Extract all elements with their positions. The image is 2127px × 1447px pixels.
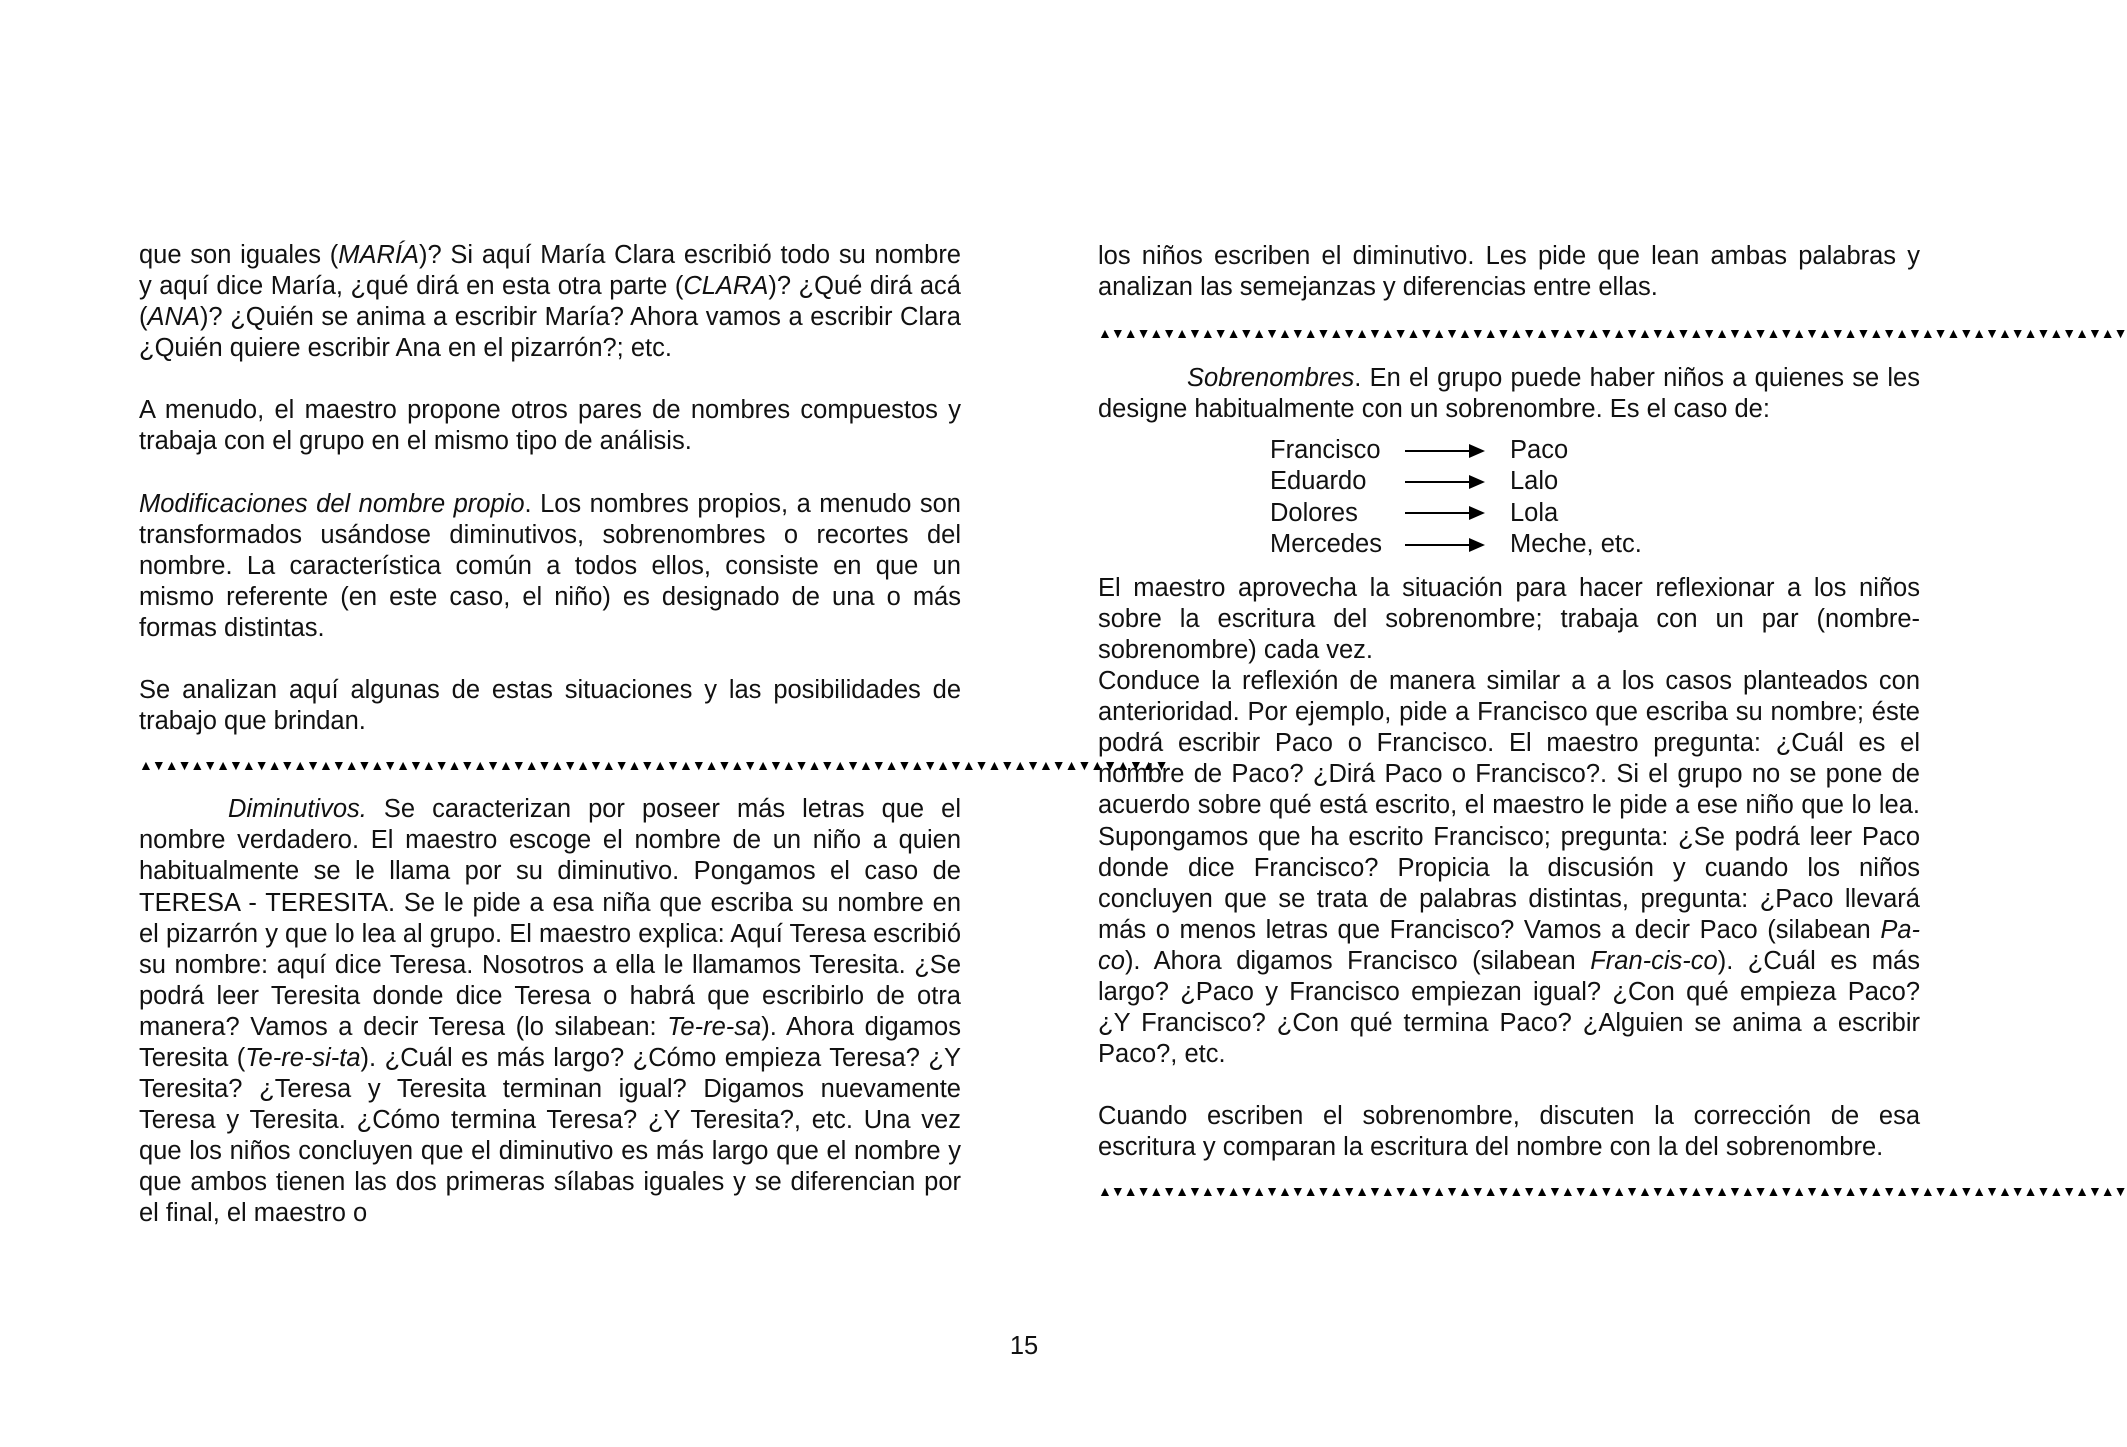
paragraph-diminutivos: Diminutivos. Se caracterizan por poseer más letras que el nombre verdadero. El maestro escoge el nombre de un niño a quien habitualmente se le llama por su diminutivo. Pongamos el caso de TERESA - TERESITA. Se le pide a esa niña que escriba su nombre en el pizarrón y que lo lea al grupo. El maestro explica: Aquí Teresa escribió su nombre: aquí dice Teresa. Nosotros a ella le llamamos Teresita. ¿Se podrá leer Teresita donde dice Teresa o habrá que escribirlo de otra manera? Vamos a decir Teresa (lo silabean: Te-re-sa). Ahora digamos Teresita (Te-re-si-ta). ¿Cuál es más largo? ¿Cómo empieza Teresa? ¿Y Teresita? ¿Teresa y Teresita terminan igual? Digamos nuevamente Teresa y Teresita. ¿Cómo termina Teresa? ¿Y Teresita?, etc. Una vez que los niños concluyen que el diminutivo es más largo que el nombre y que ambos tienen las dos primeras sílabas iguales y se diferencian por el final, el maestro o — [139, 795, 961, 1228]
nickname-row — [1270, 498, 1920, 529]
nickname-label: Meche, etc. — [1510, 529, 1642, 558]
paragraph: que son iguales (MARÍA)? Si aquí María Clara escribió todo su nombre y aquí dice María, ¿qué dirá en esta otra parte (CLARA)? ¿Qué dirá acá (ANA)? ¿Quién se anima a escribir María? Ahora vamos a escribir Clara ¿Quién quiere escribir Ana en el pizarrón?; etc. — [139, 241, 961, 363]
name-label: Eduardo — [1270, 467, 1367, 496]
nickname-label: Paco — [1510, 436, 1569, 465]
right-arrow-icon — [1405, 505, 1485, 521]
right-arrow-icon — [1405, 474, 1485, 490]
right-arrow-icon — [1405, 536, 1485, 552]
name-label: Mercedes — [1270, 529, 1382, 558]
paragraph: El maestro aprovecha la situación para hacer reflexionar a los niños sobre la escritura del sobrenombre; trabaja con un par (nombre-sobrenombre) cada vez. — [1098, 573, 1920, 664]
paragraph: Cuando escriben el sobrenombre, discuten la corrección de esa escritura y comparan la escritura del nombre con la del sobrenombre. — [1098, 1102, 1920, 1162]
nickname-list — [1098, 435, 1920, 559]
paragraph: Conduce la reflexión de manera similar a a los casos planteados con anterioridad. Por ejemplo, pide a Francisco que escriba su nombre; éste podrá escribir Paco o Francisco. El maestro pregunta: ¿Cuál es el nombre de Paco? ¿Dirá Paco o Francisco?. Si el grupo no se pone de acuerdo sobre qué está escrito, el maestro le pide a ese niño que lo lea. Supongamos que ha escrito Francisco; pregunta: ¿Se podrá leer Paco donde dice Francisco? Propicia la discusión y cuando los niños concluyen que se trata de palabras distintas, pregunta: ¿Paco llevará más o menos letras que Francisco? Vamos a decir Paco (silabean Pa-co). Ahora digamos Francisco (silabean Fran-cis-co). ¿Cuál es más largo? ¿Paco y Francisco empiezan igual? ¿Con qué empieza Paco? ¿Y Francisco? ¿Con qué termina Paco? ¿Alguien se anima a escribir Paco?, etc. — [1098, 667, 1920, 1069]
paragraph-sobrenombres: Sobrenombres. En el grupo puede haber niños a quienes se les designe habitualmente con un sobrenombre. Es el caso de: — [1098, 364, 1920, 424]
right-arrow-icon — [1405, 443, 1485, 459]
section-divider: ▲▼▲▼▲▼▲▼▲▼▲▼▲▼▲▼▲▼▲▼▲▼▲▼▲▼▲▼▲▼▲▼▲▼▲▼▲▼▲▼▲▼▲▼▲▼▲▼▲▼▲▼▲▼▲▼▲▼▲▼▲▼▲▼▲▼▲▼▲▼▲▼▲▼▲▼▲▼▲▼ — [139, 757, 1168, 774]
paragraph: los niños escriben el diminutivo. Les pide que lean ambas palabras y analizan las semejanzas y diferencias entre ellas. — [1098, 242, 1920, 302]
nickname-row — [1270, 529, 1920, 560]
nickname-row — [1270, 466, 1920, 497]
paragraph-modificaciones: Modificaciones del nombre propio. Los nombres propios, a menudo son transformados usándose diminutivos, sobrenombres o recortes del nombre. La característica común a todos ellos, consiste en que un mismo referente (en este caso, el niño) es designado de una o más formas distintas. — [139, 489, 961, 642]
section-divider: ▲▼▲▼▲▼▲▼▲▼▲▼▲▼▲▼▲▼▲▼▲▼▲▼▲▼▲▼▲▼▲▼▲▼▲▼▲▼▲▼▲▼▲▼▲▼▲▼▲▼▲▼▲▼▲▼▲▼▲▼▲▼▲▼▲▼▲▼▲▼▲▼▲▼▲▼▲▼▲▼ — [1098, 1183, 2127, 1200]
page-number: 15 — [1009, 1332, 1039, 1360]
name-label: Dolores — [1270, 498, 1358, 527]
nickname-row — [1270, 435, 1920, 466]
paragraph: Se analizan aquí algunas de estas situaciones y las posibilidades de trabajo que brindan. — [139, 676, 961, 736]
left-column — [139, 240, 1168, 1230]
nickname-label: Lola — [1510, 498, 1559, 527]
right-column — [1098, 241, 2127, 1220]
paragraph: A menudo, el maestro propone otros pares de nombres compuestos y trabaja con el grupo en el mismo tipo de análisis. — [139, 396, 961, 456]
section-divider: ▲▼▲▼▲▼▲▼▲▼▲▼▲▼▲▼▲▼▲▼▲▼▲▼▲▼▲▼▲▼▲▼▲▼▲▼▲▼▲▼▲▼▲▼▲▼▲▼▲▼▲▼▲▼▲▼▲▼▲▼▲▼▲▼▲▼▲▼▲▼▲▼▲▼▲▼▲▼▲▼ — [1098, 325, 2127, 342]
name-label: Francisco — [1270, 436, 1381, 465]
nickname-label: Lalo — [1510, 467, 1559, 496]
